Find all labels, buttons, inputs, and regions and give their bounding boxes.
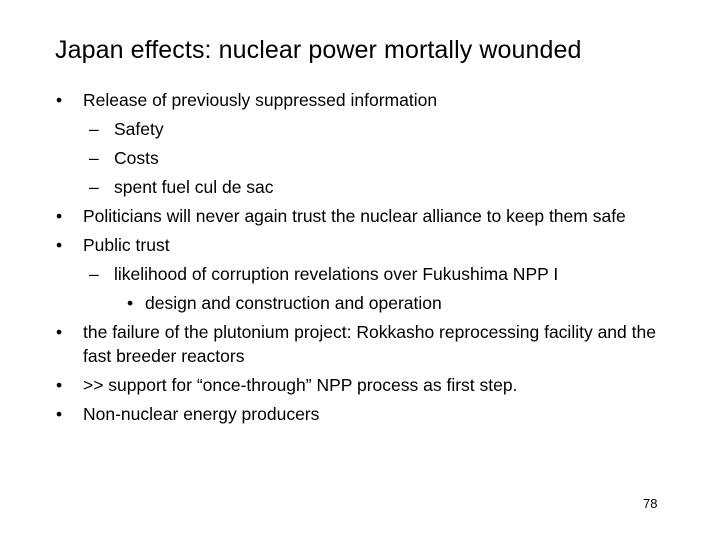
sub-bullet-item bbox=[0, 262, 684, 286]
bullet-list bbox=[0, 88, 720, 426]
bullet-item bbox=[0, 88, 673, 112]
bullet-item bbox=[0, 320, 673, 368]
sub-bullet-text: likelihood of corruption revelations over Fukushima NPP I bbox=[114, 264, 559, 284]
sub-bullet-item bbox=[0, 117, 684, 141]
dash-marker: – bbox=[89, 177, 99, 197]
dash-marker: – bbox=[89, 119, 99, 139]
bullet-text: >> support for “once-through” NPP process as first step. bbox=[83, 375, 518, 395]
bullet-marker: • bbox=[56, 404, 63, 424]
sub-bullet-text: spent fuel cul de sac bbox=[114, 177, 274, 197]
bullet-item bbox=[0, 233, 673, 257]
bullet-marker: • bbox=[56, 235, 63, 255]
bullet-marker: • bbox=[56, 206, 63, 226]
sub-sub-bullet-item bbox=[0, 291, 685, 315]
bullet-text: the failure of the plutonium project: Rokkasho reprocessing facility and the fast breeder reactors bbox=[83, 322, 656, 366]
sub-bullet-text: Costs bbox=[114, 148, 159, 168]
bullet-text: Public trust bbox=[83, 235, 170, 255]
bullet-marker: • bbox=[56, 322, 63, 342]
slide-title: Japan effects: nuclear power mortally wounded bbox=[55, 36, 582, 64]
bullet-text: Politicians will never again trust the nuclear alliance to keep them safe bbox=[83, 206, 626, 226]
page-number: 78 bbox=[643, 496, 658, 511]
bullet-item bbox=[0, 402, 673, 426]
sub-bullet-item bbox=[0, 175, 684, 199]
bullet-item bbox=[0, 373, 673, 397]
sub-bullet-item bbox=[0, 146, 684, 170]
bullet-marker: • bbox=[56, 90, 63, 110]
bullet-marker: • bbox=[127, 293, 134, 313]
sub-bullet-text: Safety bbox=[114, 119, 164, 139]
sub-sub-bullet-text: design and construction and operation bbox=[145, 293, 442, 313]
dash-marker: – bbox=[89, 148, 99, 168]
bullet-marker: • bbox=[56, 375, 63, 395]
bullet-item bbox=[0, 204, 673, 228]
dash-marker: – bbox=[89, 264, 99, 284]
bullet-text: Release of previously suppressed information bbox=[83, 90, 438, 110]
bullet-text: Non-nuclear energy producers bbox=[83, 404, 320, 424]
